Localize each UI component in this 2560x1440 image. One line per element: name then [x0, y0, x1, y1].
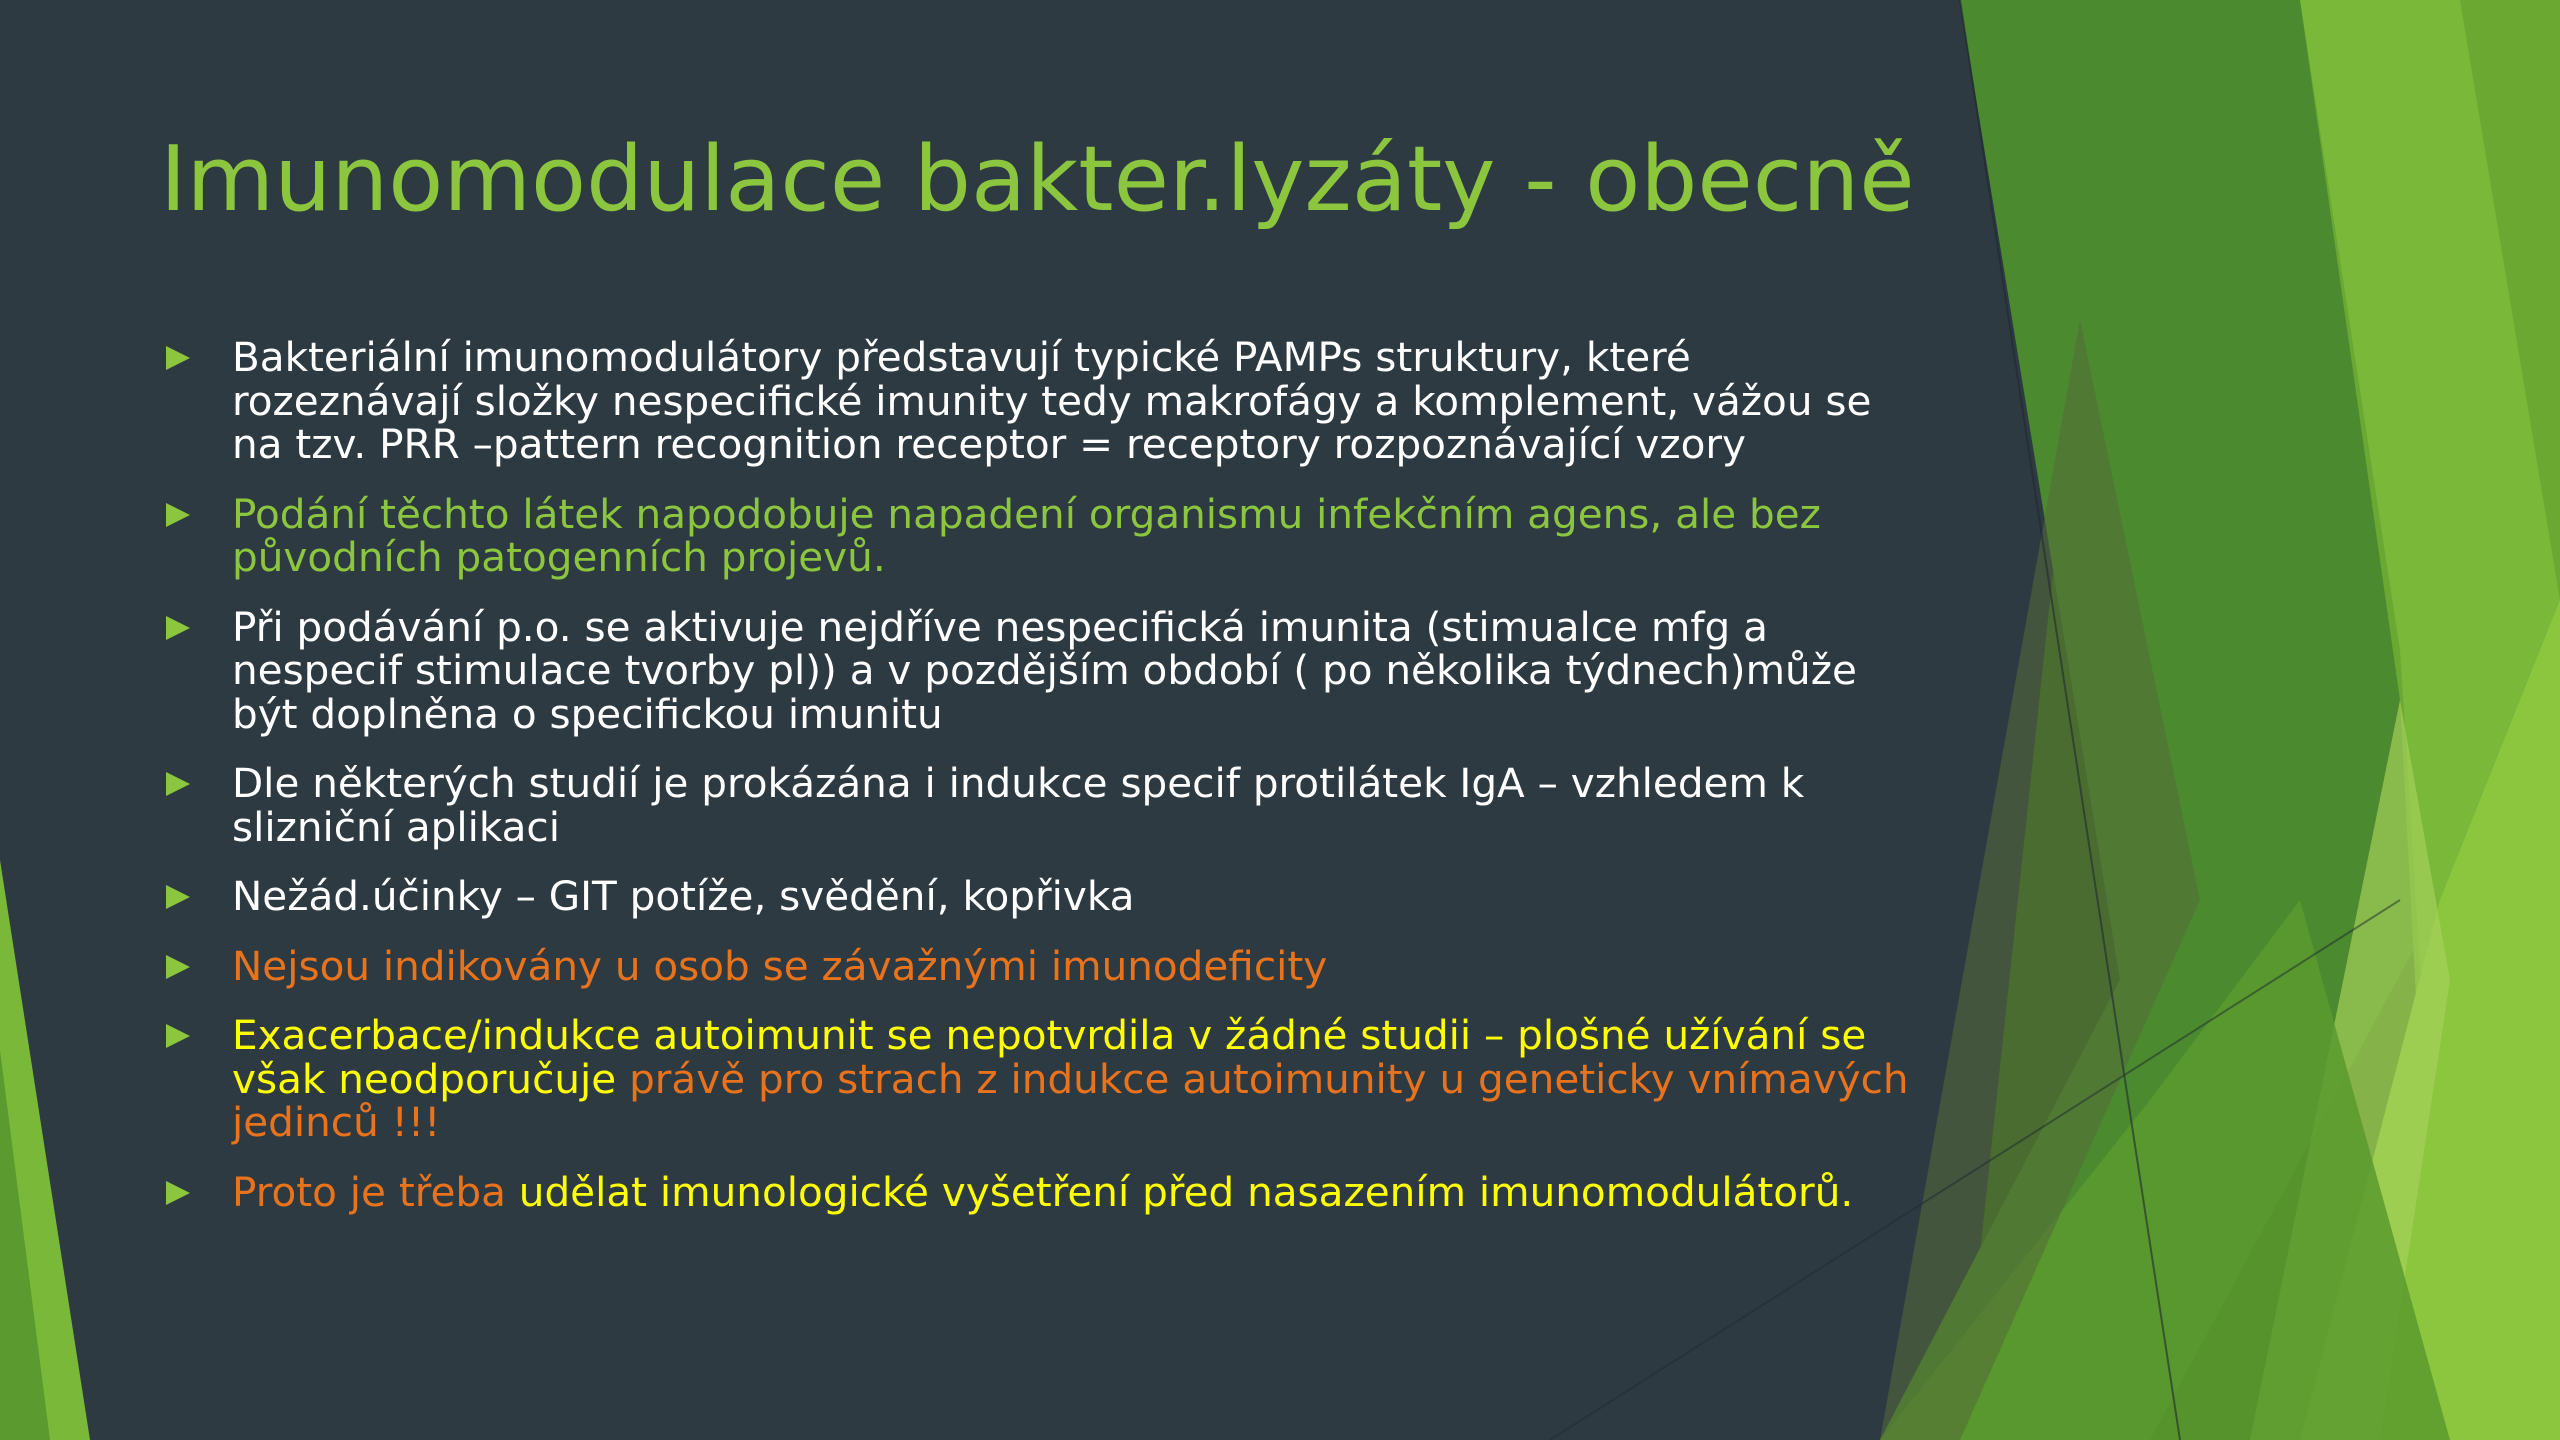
bullet-text: Proto je třeba [232, 1167, 519, 1216]
bullet-item [160, 941, 1920, 990]
bullet-text: Exacerbace/indukce autoimunit se nepotvrdila v žádné studii – plošné užívání se však neodporučuje [232, 1011, 1867, 1103]
bullet-arrow-icon [166, 346, 190, 370]
bullet-arrow-icon [166, 955, 190, 979]
bullet-text: právě pro strach z indukce autoimunity u geneticky vnímavých jedinců !!! [232, 1054, 1909, 1146]
bullet-item [160, 872, 1920, 920]
bullet-arrow-icon [166, 1181, 190, 1205]
bullet-item [160, 1167, 1920, 1216]
bullet-arrow-icon [166, 885, 190, 909]
slide-title: Imunomodulace bakter.lyzáty - obecně [160, 127, 1915, 232]
bullet-text: Nežád.účinky – GIT potíže, svědění, kopřivka [232, 872, 1135, 920]
bullet-arrow-icon [166, 772, 190, 796]
bullet-text: Při podávání p.o. se aktivuje nejdříve nespecifická imunita (stimualce mfg a nespecif stimulace tvorby pl)) a v pozdějším období ( po několika týdnech)může být doplněna o specifickou imunitu [232, 602, 1857, 738]
bullet-item [160, 1011, 1920, 1146]
bullet-item [160, 333, 1920, 468]
bullet-list [160, 333, 1920, 1240]
bullet-arrow-icon [166, 616, 190, 640]
bullet-text: Nejsou indikovány u osob se závažnými imunodeficity [232, 941, 1328, 990]
bullet-text: Podání těchto látek napodobuje napadení organismu infekčním agens, ale bez původních patogenních projevů. [232, 489, 1821, 581]
bullet-item [160, 489, 1920, 581]
bullet-arrow-icon [166, 503, 190, 527]
bullet-text: udělat imunologické vyšetření před nasazením imunomodulátorů. [518, 1167, 1854, 1216]
bullet-text: Bakteriální imunomodulátory představují typické PAMPs struktury, které rozeznávají složky nespecifické imunity tedy makrofágy a komplement, vážou se na tzv. PRR –pattern recognition receptor = receptory rozpoznávající vzory [232, 333, 1872, 468]
bullet-item [160, 602, 1920, 738]
bullet-item [160, 759, 1920, 851]
bullet-text: Dle některých studií je prokázána i indukce specif protilátek IgA – vzhledem k slizniční aplikaci [232, 759, 1805, 851]
bullet-arrow-icon [166, 1024, 190, 1048]
